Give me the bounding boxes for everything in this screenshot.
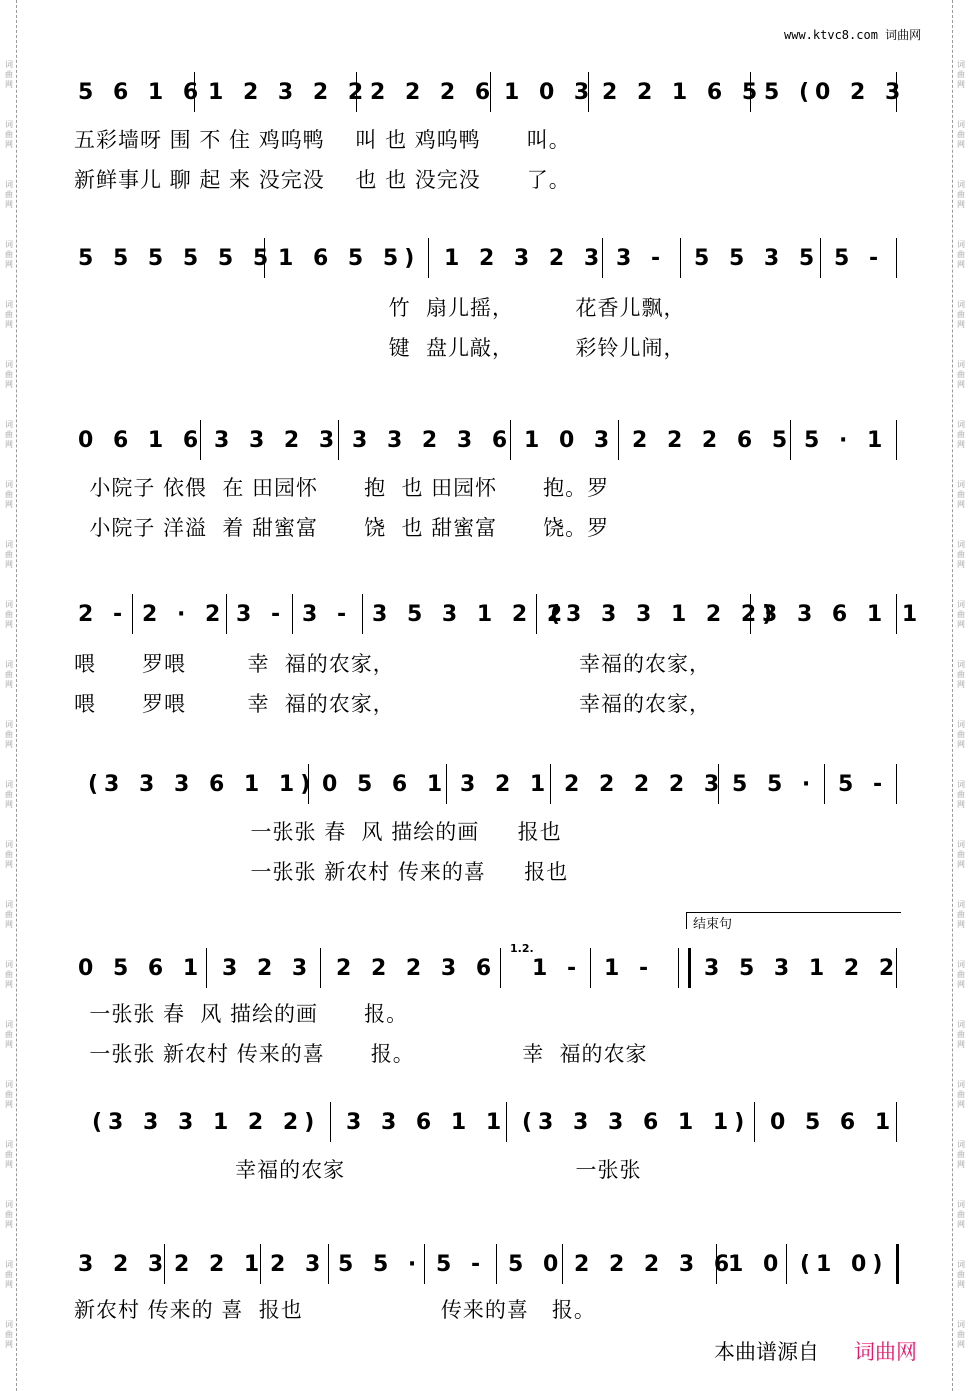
watermark-text: 词 曲 网 (5, 60, 13, 89)
right-watermark-strip (954, 0, 968, 1391)
left-watermark-strip (2, 0, 16, 1391)
measure: (3 3 3 6 1 1) (88, 772, 317, 797)
measure: 3 - (236, 602, 287, 627)
watermark-text: 词 曲 网 (5, 360, 13, 389)
watermark-text: 词 曲 网 (5, 720, 13, 749)
watermark-text: 词 曲 网 (5, 1140, 13, 1169)
notation-row (74, 72, 907, 112)
measure: 3 2 1 (460, 772, 552, 797)
watermark-text: 词 曲 网 (5, 300, 13, 329)
lyric-line-1: 小院子 依偎 在 田园怀 抱 也 田园怀 抱。罗 (74, 476, 610, 500)
watermark-text: 词 曲 网 (5, 540, 13, 569)
notation-row (74, 238, 900, 278)
measure: 2 2 2 3 6 (336, 956, 498, 981)
footer-source-text: 本曲谱源自 (714, 1340, 819, 1364)
lyric-line-2: 喂 罗喂 幸 福的农家， 幸福的农家， (74, 692, 712, 716)
measure: 5 5 · (732, 772, 817, 797)
measure: 5 5 5 5 5 5 (78, 246, 275, 271)
measure: 2 2 2 3 6 (574, 1252, 736, 1277)
lyric-line-1: 一张张 春 风 描绘的画 报也 (74, 820, 562, 844)
watermark-text: 词 曲 网 (957, 840, 965, 869)
notation-row (74, 594, 924, 634)
measure: 1 - (604, 956, 655, 981)
measure: (3 3 3 1 2 2) (92, 1110, 321, 1135)
measure: 3 5 3 1 2 2 (704, 956, 901, 981)
lyric-line-1: 幸福的农家 一张张 (74, 1158, 642, 1182)
measure: 1 2 3 2 2 (208, 80, 370, 105)
measure: 3 2 3 (222, 956, 314, 981)
measure: 5 5 · (338, 1252, 423, 1277)
watermark-text: 词 曲 网 (5, 1020, 13, 1049)
lyric-line-2: 键 盘儿敲， 彩铃儿闹， (74, 336, 686, 360)
measure: 1 6 5 5) (278, 246, 421, 271)
watermark-text: 词 曲 网 (5, 120, 13, 149)
lyric-line-1: 竹 扇儿摇， 花香儿飘， (74, 296, 686, 320)
measure: 3 - (302, 602, 353, 627)
measure: 2 2 2 6 (370, 80, 497, 105)
watermark-text: 词 曲 网 (5, 660, 13, 689)
measure: (3 3 3 6 1 1) (522, 1110, 751, 1135)
lyric-line-1: 一张张 春 风 描绘的画 报。 (74, 1002, 409, 1026)
measure: 3 3 6 1 1 (762, 602, 924, 627)
measure: 1 0 3 (504, 80, 596, 105)
lyric-line-2: 小院子 洋溢 着 甜蜜富 饶 也 甜蜜富 饶。罗 (74, 516, 610, 540)
lyric-line-2: 一张张 新农村 传来的喜 报。 幸 福的农家 (74, 1042, 648, 1066)
measure: 5 · 1 (804, 428, 889, 453)
measure: 0 6 1 6 (78, 428, 205, 453)
measure: 2 - (78, 602, 129, 627)
measure: (1 0) (800, 1252, 889, 1277)
watermark-text: 词 曲 网 (5, 1260, 13, 1289)
measure: 5 0 (508, 1252, 565, 1277)
measure: 5 5 3 5 (694, 246, 821, 271)
watermark-text: 词 曲 网 (957, 900, 965, 929)
lyric-line-1: 喂 罗喂 幸 福的农家， 幸福的农家， (74, 652, 712, 676)
watermark-text: 词 曲 网 (5, 240, 13, 269)
watermark-text: 词 曲 网 (957, 420, 965, 449)
watermark-text: 词 曲 网 (957, 60, 965, 89)
lyric-line-1: 新农村 传来的 喜 报也 传来的喜 报。 (74, 1298, 596, 1322)
footer-brand-link[interactable]: 词曲网 (854, 1340, 917, 1364)
measure: 2 2 2 6 5 (632, 428, 794, 453)
watermark-text: 词 曲 网 (957, 300, 965, 329)
watermark-text: 词 曲 网 (5, 480, 13, 509)
site-name: 词曲网 (885, 28, 922, 42)
measure: 1 0 (728, 1252, 785, 1277)
watermark-text: 词 曲 网 (957, 780, 965, 809)
measure: 5 (0 2 3 (764, 80, 907, 105)
measure: 5 - (436, 1252, 487, 1277)
notation-row (74, 764, 900, 804)
measure: 1 - (532, 956, 583, 981)
measure: 0 5 6 1 (322, 772, 449, 797)
measure: 0 5 6 1 (770, 1110, 897, 1135)
measure: 5 6 1 6 (78, 80, 205, 105)
measure: 3 - (616, 246, 667, 271)
site-url[interactable]: www.ktvc8.com (784, 28, 878, 42)
lyric-line-2: 一张张 新农村 传来的喜 报也 (74, 860, 569, 884)
site-header[interactable] (784, 26, 921, 43)
watermark-text: 词 曲 网 (5, 840, 13, 869)
watermark-text: 词 曲 网 (5, 1320, 13, 1349)
watermark-text: 词 曲 网 (957, 120, 965, 149)
watermark-text: 词 曲 网 (957, 1080, 965, 1109)
notation-row (74, 1244, 900, 1284)
watermark-text: 词 曲 网 (957, 1200, 965, 1229)
measure: 2 · 2 (142, 602, 227, 627)
watermark-text: 词 曲 网 (957, 720, 965, 749)
watermark-text: 词 曲 网 (957, 360, 965, 389)
watermark-text: 词 曲 网 (5, 1200, 13, 1229)
lyric-line-2: 新鲜事儿 聊 起 来 没完没 也 也 没完没 了。 (74, 168, 571, 192)
measure: (3 3 3 1 2 2) (550, 602, 779, 627)
watermark-text: 词 曲 网 (5, 600, 13, 629)
watermark-text: 词 曲 网 (5, 1080, 13, 1109)
measure: 3 3 2 3 (214, 428, 341, 453)
watermark-text: 词 曲 网 (957, 480, 965, 509)
watermark-text: 词 曲 网 (957, 660, 965, 689)
measure: 5 - (838, 772, 889, 797)
measure: 0 5 6 1 (78, 956, 205, 981)
notation-row (74, 942, 901, 988)
measure: 2 3 (270, 1252, 327, 1277)
watermark-text: 词 曲 网 (5, 180, 13, 209)
measure: 2 2 1 (174, 1252, 266, 1277)
measure: 1 2 3 2 3 (444, 246, 606, 271)
watermark-text: 词 曲 网 (5, 900, 13, 929)
watermark-text: 词 曲 网 (957, 1260, 965, 1289)
watermark-text: 词 曲 网 (5, 960, 13, 989)
volta-marker: 1.2. (510, 942, 534, 955)
measure: 3 2 3 (78, 1252, 170, 1277)
measure: 2 2 1 6 5 (602, 80, 764, 105)
measure: 3 3 2 3 6 (352, 428, 514, 453)
lyric-line-1: 五彩墙呀 围 不 住 鸡呜鸭 叫 也 鸡呜鸭 叫。 (74, 128, 571, 152)
watermark-text: 词 曲 网 (5, 780, 13, 809)
notation-row (74, 1102, 900, 1142)
watermark-text: 词 曲 网 (957, 600, 965, 629)
watermark-text: 词 曲 网 (957, 180, 965, 209)
watermark-text: 词 曲 网 (957, 1140, 965, 1169)
watermark-text: 词 曲 网 (957, 1020, 965, 1049)
watermark-text: 词 曲 网 (957, 1320, 965, 1349)
watermark-text: 词 曲 网 (957, 960, 965, 989)
measure: 1 0 3 (524, 428, 616, 453)
watermark-text: 词 曲 网 (957, 540, 965, 569)
measure: 3 5 3 1 2 2 (372, 602, 569, 627)
measure: 5 - (834, 246, 885, 271)
watermark-text: 词 曲 网 (957, 240, 965, 269)
ending-section-tag: 结束句 (686, 912, 901, 929)
notation-row (74, 420, 900, 460)
measure: 3 3 6 1 1 (346, 1110, 508, 1135)
measure: 2 2 2 2 3 (564, 772, 726, 797)
watermark-text: 词 曲 网 (5, 420, 13, 449)
